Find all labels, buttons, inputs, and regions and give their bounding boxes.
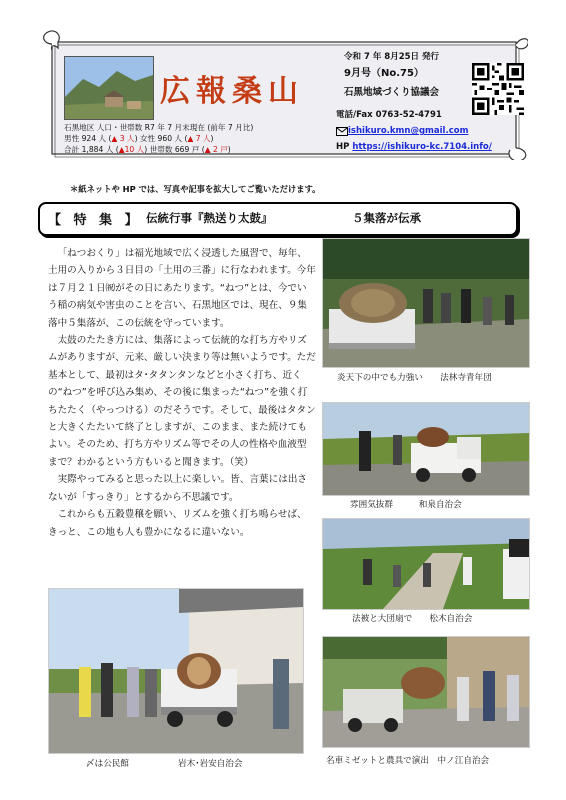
article-paragraph: 太鼓のたたき方には、集落によって伝統的な打ち方やリズムがありますが、元来、厳しい決まり等は無いようです。ただ基本として、最初はタ･タタンタンなどと小さく打ち、近くの“ねつ”を呼び込み集め、その後に集まった“ねつ”を強く打ちたたく（やっつける）のだそうです。そして、最後はタタンと大きくたたいて終了としますが、このまま、また続けてもよい。そのため、打ち方やリズム等でその人の性格や血液型まで？わかるという方もいると聞きます。（笑） bbox=[48, 335, 316, 468]
qr-code[interactable] bbox=[472, 63, 524, 115]
mail-icon bbox=[336, 127, 348, 136]
email-link[interactable]: ishikuro.kmn@gmail.com bbox=[348, 126, 469, 136]
caption-nakanoe: 名車ミゼットと農具で演出 中ノ江自治会 bbox=[326, 756, 490, 766]
mountain-village-photo bbox=[64, 56, 154, 120]
issue-date: 令和 7 年 8月25日 発行 bbox=[344, 52, 439, 62]
caption-horinji: 炎天下の中でも力強い 法林寺青年団 bbox=[337, 373, 492, 383]
population-stats bbox=[64, 122, 253, 155]
caption-kominkan: 〆は公民館 bbox=[86, 759, 129, 769]
caption-izumi: 雰囲気抜群 和泉自治会 bbox=[350, 500, 462, 510]
article-paragraph: これからも五穀豊穣を願い、リズムを強く打ち鳴らせば、きっと、この地も人も豊かになるに違いない。 bbox=[48, 509, 307, 538]
homepage-link[interactable]: https://ishikuro-kc.7104.info/ bbox=[352, 142, 492, 152]
feature-subtitle: ５集落が伝承 bbox=[352, 211, 421, 225]
hp-label: HP bbox=[336, 142, 350, 152]
issue-number: 9月号（No.75） bbox=[344, 68, 424, 79]
stats-row-total: 合計 1,884 人 (▲10 人) 世帯数 669 戸 (▲ 2 戸) bbox=[64, 145, 231, 154]
photo-kominkan bbox=[48, 588, 304, 754]
notice-text: ＊紙ネットや HP では、写真や記事を拡大してご覧いただけます。 bbox=[70, 184, 321, 194]
homepage bbox=[336, 142, 492, 152]
article-body bbox=[48, 245, 316, 541]
caption-iwaki: 岩木･岩安自治会 bbox=[178, 759, 243, 769]
stats-row-gender: 男性 924 人 (▲ 3 人) 女性 960 人 (▲ 7 人) bbox=[64, 134, 214, 143]
article-paragraph: 「ねつおくり」は福光地域で広く浸透した風習で、毎年、土用の入りから３日目の「土用の三番」に行なわれます。今年は７月２１日㈷がその日にあたります。“ねつ”とは、今でいう稲の病気や害虫のことを言い、石黒地区では、現在、９集落中５集落が、この伝統を守っています。 bbox=[48, 248, 316, 329]
feature-tag: 【 特 集 】 bbox=[48, 213, 142, 228]
article-paragraph: 実際やってみると思った以上に楽しい。皆、言葉には出さないが「すっきり」とするから不思議です。 bbox=[48, 474, 308, 503]
photo-matsuki bbox=[322, 518, 530, 610]
photo-nakanoe bbox=[322, 636, 530, 748]
caption-matsuki: 法被と大団扇で 松木自治会 bbox=[352, 614, 473, 624]
newsletter-title: 広報桑山 bbox=[160, 74, 304, 109]
feature-title: 伝統行事『熱送り太鼓』 bbox=[146, 211, 273, 225]
stats-header: 石黒地区 人口・世帯数 R7 年 7 月末現在 (前年 7 月比) bbox=[64, 123, 254, 132]
organization-name: 石黒地域づくり協議会 bbox=[344, 87, 440, 98]
photo-horinji bbox=[322, 238, 530, 368]
phone-fax: 電話/Fax 0763-52-4791 bbox=[336, 110, 442, 120]
photo-izumi bbox=[322, 402, 530, 496]
